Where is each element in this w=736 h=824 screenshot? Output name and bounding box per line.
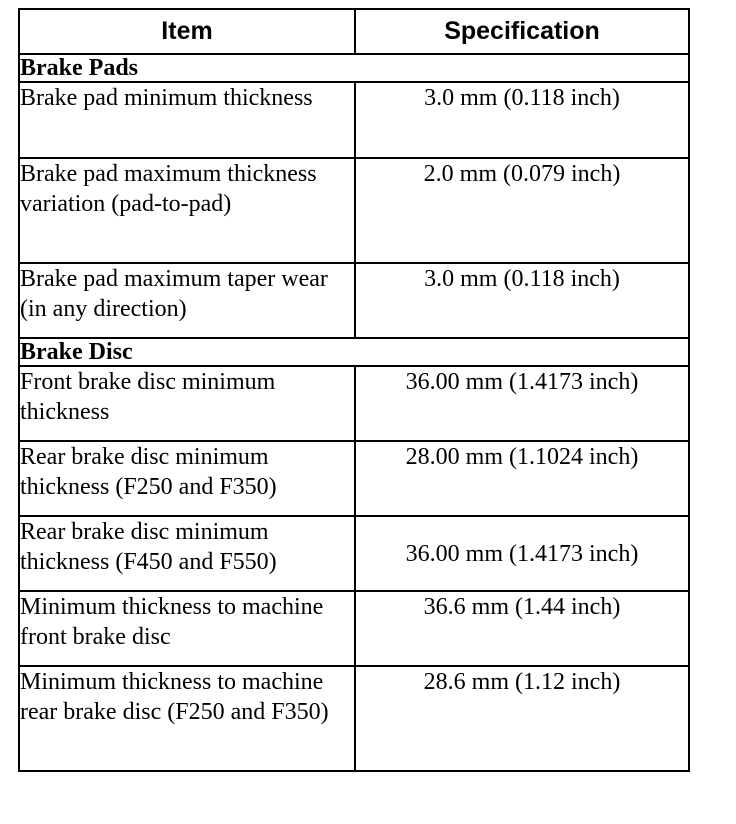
spec-cell: 36.00 mm (1.4173 inch)	[355, 366, 689, 441]
table-row	[19, 82, 689, 158]
table-row	[19, 516, 689, 591]
column-header-specification: Specification	[355, 9, 689, 54]
section-title: Brake Disc	[19, 338, 689, 366]
table-row	[19, 366, 689, 441]
column-header-item: Item	[19, 9, 355, 54]
specification-table	[18, 8, 690, 772]
item-cell: Minimum thickness to machine front brake disc	[19, 591, 355, 666]
spec-cell: 2.0 mm (0.079 inch)	[355, 158, 689, 263]
spec-cell: 28.00 mm (1.1024 inch)	[355, 441, 689, 516]
table-row	[19, 591, 689, 666]
table-row	[19, 441, 689, 516]
item-cell: Front brake disc minimum thickness	[19, 366, 355, 441]
item-cell: Brake pad maximum thickness variation (pad-to-pad)	[19, 158, 355, 263]
spec-cell: 3.0 mm (0.118 inch)	[355, 263, 689, 338]
item-cell: Brake pad minimum thickness	[19, 82, 355, 158]
section-row-brake-pads	[19, 54, 689, 82]
header-row	[19, 9, 689, 54]
table-row	[19, 158, 689, 263]
spec-cell: 36.6 mm (1.44 inch)	[355, 591, 689, 666]
section-row-brake-disc	[19, 338, 689, 366]
section-title: Brake Pads	[19, 54, 689, 82]
table-row	[19, 263, 689, 338]
spec-cell: 36.00 mm (1.4173 inch)	[355, 516, 689, 591]
spec-cell: 3.0 mm (0.118 inch)	[355, 82, 689, 158]
item-cell: Rear brake disc minimum thickness (F450 and F550)	[19, 516, 355, 591]
spec-cell: 28.6 mm (1.12 inch)	[355, 666, 689, 771]
item-cell: Rear brake disc minimum thickness (F250 and F350)	[19, 441, 355, 516]
item-cell: Brake pad maximum taper wear (in any direction)	[19, 263, 355, 338]
item-cell: Minimum thickness to machine rear brake disc (F250 and F350)	[19, 666, 355, 771]
table-row	[19, 666, 689, 771]
